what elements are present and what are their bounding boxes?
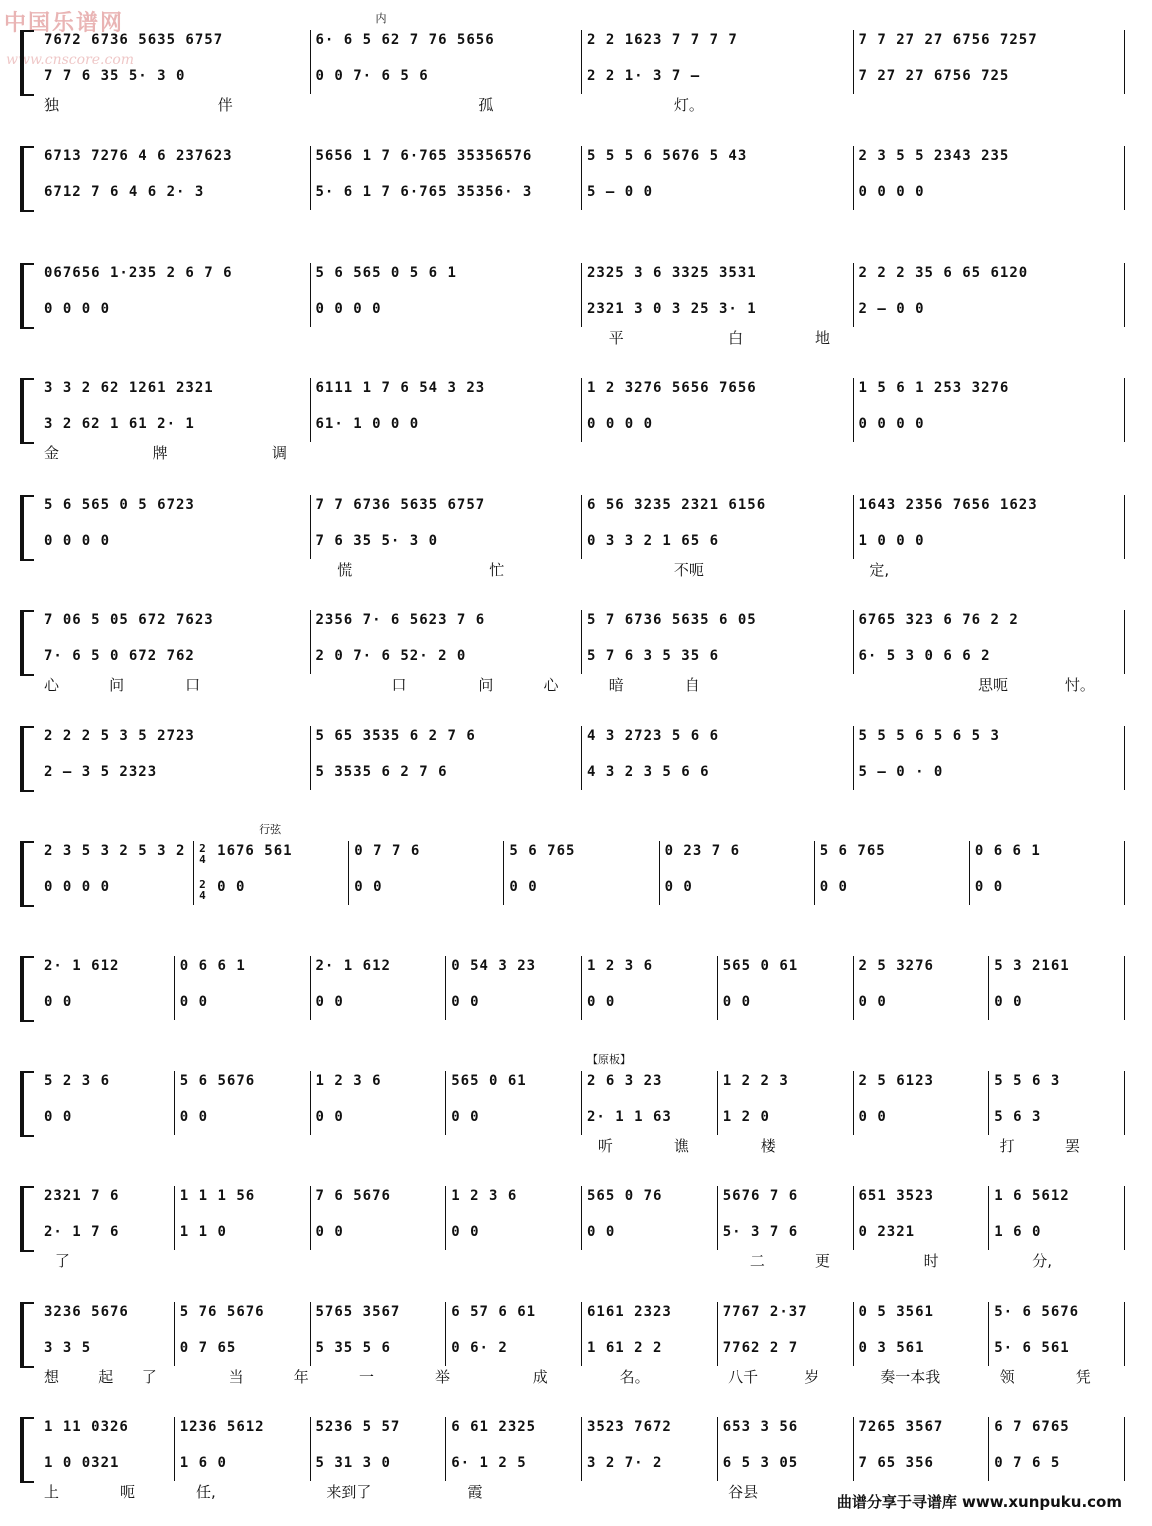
measure-notes: 5 35 5 6 — [315, 1340, 391, 1356]
measure-notes: 1 2 0 — [722, 1109, 770, 1125]
measure-notes: 4 3 2 3 5 6 6 — [587, 764, 710, 780]
measure-notes: 0 0 — [974, 879, 1004, 895]
measure-notes: 5236 5 57 — [315, 1419, 401, 1435]
measure-notes: 6 5 3 05 — [722, 1455, 799, 1471]
measure-notes: 7762 2 7 — [722, 1340, 799, 1356]
lyric-syllable: 成 — [532, 1368, 548, 1386]
measure-notes: 2321 7 6 — [44, 1188, 120, 1204]
score-system — [20, 255, 1130, 355]
lyric-syllable: 谷县 — [728, 1483, 759, 1501]
measure-notes: 653 3 56 — [722, 1419, 799, 1435]
lyric-syllable: 孤 — [478, 96, 494, 114]
measure-notes: 2· 1 612 — [44, 958, 120, 974]
measure-notes: 5 5 5 6 5 6 5 3 — [858, 728, 1000, 744]
measure-notes: 0 2321 — [858, 1224, 916, 1240]
measure-notes: 0 6 6 1 — [974, 843, 1041, 859]
measure-notes: 067656 1·235 2 6 7 6 — [44, 265, 233, 281]
score-system — [20, 718, 1130, 818]
lower-staff-row — [44, 533, 1130, 555]
measure-notes: 1643 2356 7656 1623 — [858, 497, 1038, 513]
measure-notes: 2 2 1· 3 7 — — [587, 68, 701, 84]
measure-notes: 0 0 — [179, 1109, 209, 1125]
measure-notes: 6765 323 6 76 2 2 — [858, 612, 1019, 628]
measure-notes: 6 61 2325 — [451, 1419, 537, 1435]
watermark-logo-text: 中国乐谱网 — [4, 10, 125, 36]
measure-notes: 4 3 2723 5 6 6 — [587, 728, 720, 744]
measure-notes: 2 2 1623 7 7 7 7 — [587, 32, 738, 48]
measure-notes: 0 0 — [179, 994, 209, 1010]
lower-staff-row — [44, 994, 1130, 1016]
measure-notes: 2 2 2 35 6 65 6120 — [858, 265, 1029, 281]
score-system — [20, 138, 1130, 238]
system-bracket — [20, 956, 34, 1022]
measure-notes: 6161 2323 — [587, 1304, 672, 1320]
system-bracket — [20, 610, 34, 676]
score-system — [20, 948, 1130, 1048]
lyric-syllable: 白 — [728, 329, 744, 347]
measure-notes: 3 3 5 — [44, 1340, 92, 1356]
lyric-syllable: 更 — [815, 1252, 831, 1270]
measure-notes: 2 — 3 5 2323 — [44, 764, 158, 780]
measure-notes: 0 0 — [858, 994, 887, 1010]
measure-notes: 0 0 — [354, 879, 383, 895]
measure-notes: 7 27 27 6756 725 — [858, 68, 1010, 84]
lower-staff-row — [44, 301, 1130, 323]
lyric-syllable: 问 — [109, 676, 125, 694]
measure-notes: 2 2 2 5 3 5 2723 — [44, 728, 195, 744]
lyric-syllable: 罢 — [1064, 1137, 1080, 1155]
measure-notes: 5 6 565 0 5 6723 — [44, 497, 195, 513]
upper-staff-row — [44, 843, 1130, 865]
measure-notes: 0 6 6 1 — [179, 958, 246, 974]
measure-notes: 7· 6 5 0 672 762 — [44, 648, 195, 664]
measure-notes: 2· 1 1 63 — [587, 1109, 672, 1125]
lower-staff-row — [44, 1224, 1130, 1246]
lyric-syllable: 当 — [228, 1368, 244, 1386]
lyric-syllable: 伴 — [217, 96, 233, 114]
footer-credit: 曲谱分享于寻谱库 www.xunpuku.com — [836, 1493, 1122, 1511]
measure-notes: 0 0 0 0 — [44, 533, 111, 549]
measure-notes: 7 6 5676 — [315, 1188, 391, 1204]
measure-notes: 651 3523 — [858, 1188, 934, 1204]
lyric-syllable: 了 — [54, 1252, 70, 1270]
measure-notes: 2356 7· 6 5623 7 6 — [315, 612, 486, 628]
lyric-syllable: 任, — [196, 1483, 216, 1501]
measure-notes: 5 7 6 3 5 35 6 — [587, 648, 720, 664]
measure-notes: 2 — 0 0 — [858, 301, 925, 317]
measure-notes: 3523 7672 — [587, 1419, 672, 1435]
measure-notes: 5· 3 7 6 — [722, 1224, 799, 1240]
measure-notes: 0 0 — [451, 994, 480, 1010]
measure-notes: 0 0 — [587, 1224, 616, 1240]
upper-staff-row — [44, 1419, 1130, 1441]
measure-notes: 6 7 6765 — [994, 1419, 1070, 1435]
lyric-syllable: 名。 — [619, 1368, 650, 1386]
performance-mark: 行弦 — [259, 823, 282, 836]
watermark-url: www.cnscore.com — [6, 52, 135, 68]
lyric-syllable: 定, — [869, 561, 890, 579]
lyric-syllable: 楼 — [760, 1137, 776, 1155]
measure-notes: 6111 1 7 6 54 3 23 — [315, 380, 486, 396]
lyric-syllable: 了 — [141, 1368, 157, 1386]
system-bracket — [20, 146, 34, 212]
lyric-syllable: 时 — [923, 1252, 939, 1270]
lyric-syllable: 年 — [293, 1368, 309, 1386]
measure-notes: 5656 1 7 6·765 35356576 — [315, 148, 533, 164]
lyric-syllable: 来到了 — [326, 1483, 372, 1501]
lyric-syllable: 心 — [543, 676, 559, 694]
measure-notes: 2· 1 7 6 — [44, 1224, 120, 1240]
score-system — [20, 823, 1130, 933]
measure-notes: 7 7 6 35 5· 3 0 — [44, 68, 186, 84]
lyric-syllable: 霞 — [467, 1483, 483, 1501]
measure-notes: 5 5 6 3 — [994, 1073, 1061, 1089]
lyric-syllable: 调 — [272, 444, 288, 462]
lyric-syllable: 二 — [749, 1252, 765, 1270]
system-bracket — [20, 1302, 34, 1368]
upper-staff-row — [44, 32, 1130, 54]
measure-notes: 5 6 765 — [509, 843, 576, 859]
score-system — [20, 1294, 1130, 1394]
lyric-syllable: 打 — [999, 1137, 1015, 1155]
measure-notes: 5 76 5676 — [179, 1304, 265, 1320]
system-bracket — [20, 263, 34, 329]
lyric-syllable: 自 — [684, 676, 700, 694]
measure-notes: 5 6 5676 — [179, 1073, 256, 1089]
lyric-syllable: 慌 — [337, 561, 353, 579]
measure-notes: 2321 3 0 3 25 3· 1 — [587, 301, 757, 317]
measure-notes: 0 0 0 0 — [44, 301, 111, 317]
measure-notes: 1676 561 — [217, 843, 293, 859]
measure-notes: 5 31 3 0 — [315, 1455, 391, 1471]
lyric-syllable: 举 — [434, 1368, 450, 1386]
measure-notes: 1 2 3 6 — [315, 1073, 382, 1089]
time-signature: 2 4 — [199, 878, 206, 902]
measure-notes: 0 7 65 — [179, 1340, 237, 1356]
lower-staff-row — [44, 1109, 1130, 1131]
lower-staff-row — [44, 1340, 1130, 1362]
measure-notes: 3 2 62 1 61 2· 1 — [44, 416, 195, 432]
measure-notes: 6712 7 6 4 6 2· 3 — [44, 184, 205, 200]
score-system — [20, 487, 1130, 587]
lyric-syllable: 地 — [815, 329, 831, 347]
measure-notes: 0 0 7· 6 5 6 — [315, 68, 429, 84]
measure-notes: 3 2 7· 2 — [587, 1455, 663, 1471]
measure-notes: 1 2 3 6 — [451, 1188, 518, 1204]
measure-notes: 0 23 7 6 — [664, 843, 740, 859]
lyric-syllable: 灯。 — [673, 96, 704, 114]
lyric-syllable: 牌 — [152, 444, 168, 462]
measure-notes: 0 7 6 5 — [994, 1455, 1061, 1471]
measure-notes: 2· 1 612 — [315, 958, 391, 974]
measure-notes: 5· 6 561 — [994, 1340, 1070, 1356]
measure-notes: 61· 1 0 0 0 — [315, 416, 420, 432]
measure-notes: 1 2 3276 5656 7656 — [587, 380, 757, 396]
score-system — [20, 1409, 1130, 1509]
measure-notes: 5· 6 1 7 6·765 35356· 3 — [315, 184, 533, 200]
measure-notes: 1 11 0326 — [44, 1419, 129, 1435]
measure-notes: 0 0 — [664, 879, 693, 895]
measure-notes: 2325 3 6 3325 3531 — [587, 265, 757, 281]
measure-notes: 0 0 0 0 — [315, 301, 382, 317]
lower-staff-row — [44, 879, 1130, 901]
measure-notes: 5 — 0 0 — [587, 184, 654, 200]
performance-mark: 内 — [375, 12, 387, 25]
measure-notes: 0 0 0 0 — [858, 184, 925, 200]
lyric-syllable: 呃 — [120, 1483, 136, 1501]
measure-notes: 5 3 2161 — [994, 958, 1070, 974]
measure-notes: 5· 6 5676 — [994, 1304, 1080, 1320]
measure-notes: 7265 3567 — [858, 1419, 944, 1435]
measure-notes: 0 0 — [819, 879, 848, 895]
measure-notes: 565 0 61 — [722, 958, 799, 974]
measure-notes: 0 0 0 0 — [44, 879, 111, 895]
measure-notes: 0 0 — [587, 994, 616, 1010]
measure-notes: 0 0 0 0 — [858, 416, 925, 432]
upper-staff-row — [44, 612, 1130, 634]
system-bracket — [20, 1417, 34, 1483]
lyric-syllable: 金 — [44, 444, 60, 462]
system-bracket — [20, 1071, 34, 1137]
score-system — [20, 1053, 1130, 1163]
lower-staff-row — [44, 648, 1130, 670]
measure-notes: 1236 5612 — [179, 1419, 265, 1435]
score-system — [20, 1178, 1130, 1278]
measure-notes: 1 6 0 — [179, 1455, 227, 1471]
system-bracket — [20, 378, 34, 444]
measure-notes: 0 3 3 2 1 65 6 — [587, 533, 720, 549]
lyric-syllable: 口 — [185, 676, 201, 694]
measure-notes: 0 0 — [315, 994, 344, 1010]
measure-notes: 2 0 7· 6 52· 2 0 — [315, 648, 467, 664]
lower-staff-row — [44, 68, 1130, 90]
measure-notes: 0 0 — [315, 1109, 344, 1125]
measure-notes: 1 1 0 — [179, 1224, 227, 1240]
upper-staff-row — [44, 148, 1130, 170]
system-bracket — [20, 30, 34, 96]
upper-staff-row — [44, 1073, 1130, 1095]
score-system — [20, 370, 1130, 470]
measure-notes: 7 7 6736 5635 6757 — [315, 497, 486, 513]
lyric-syllable: 分, — [1032, 1252, 1053, 1270]
upper-staff-row — [44, 380, 1130, 402]
lyric-syllable: 领 — [999, 1368, 1015, 1386]
lyric-syllable: 平 — [608, 329, 624, 347]
lyric-syllable: 奏一本我 — [880, 1368, 941, 1386]
measure-notes: 0 6· 2 — [451, 1340, 508, 1356]
lower-staff-row — [44, 764, 1130, 786]
measure-notes: 0 0 — [722, 994, 752, 1010]
measure-notes: 0 0 — [509, 879, 538, 895]
measure-notes: 5 6 3 — [994, 1109, 1042, 1125]
measure-notes: 0 0 0 0 — [587, 416, 654, 432]
measure-notes: 3236 5676 — [44, 1304, 129, 1320]
measure-notes: 0 54 3 23 — [451, 958, 537, 974]
lyric-syllable: 思呃 — [977, 676, 1008, 694]
lyric-syllable: 八千 — [728, 1368, 759, 1386]
measure-notes: 7 7 27 27 6756 7257 — [858, 32, 1038, 48]
measure-notes: 1 6 0 — [994, 1224, 1042, 1240]
lyric-syllable: 忙 — [489, 561, 505, 579]
measure-notes: 3 3 2 62 1261 2321 — [44, 380, 214, 396]
measure-notes: 1 0 0321 — [44, 1455, 120, 1471]
measure-notes: 2 5 3276 — [858, 958, 934, 974]
lyric-syllable: 听 — [597, 1137, 613, 1155]
measure-notes: 0 0 — [451, 1224, 480, 1240]
measure-notes: 1 2 3 6 — [587, 958, 654, 974]
measure-notes: 7672 6736 5635 6757 — [44, 32, 224, 48]
measure-notes: 1 0 0 0 — [858, 533, 925, 549]
lyric-syllable: 问 — [478, 676, 494, 694]
measure-notes: 565 0 61 — [451, 1073, 527, 1089]
lyric-syllable: 上 — [44, 1483, 60, 1501]
lyric-syllable: 起 — [98, 1368, 114, 1386]
lyric-syllable: 口 — [391, 676, 407, 694]
measure-notes: 6· 6 5 62 7 76 5656 — [315, 32, 495, 48]
measure-notes: 5676 7 6 — [722, 1188, 799, 1204]
system-bracket — [20, 495, 34, 561]
time-signature: 2 4 — [199, 842, 206, 866]
measure-notes: 565 0 76 — [587, 1188, 663, 1204]
measure-notes: 7767 2·37 — [722, 1304, 808, 1320]
measure-notes: 0 0 — [858, 1109, 887, 1125]
measure-notes: 2 3 5 3 2 5 3 2 — [44, 843, 186, 859]
performance-mark: 【原板】 — [587, 1053, 631, 1066]
measure-notes: 1 2 2 3 — [722, 1073, 789, 1089]
lower-staff-row — [44, 184, 1130, 206]
measure-notes: 5 6 765 — [819, 843, 886, 859]
measure-notes: 5765 3567 — [315, 1304, 401, 1320]
measure-notes: 0 0 — [44, 1109, 73, 1125]
measure-notes: 6 57 6 61 — [451, 1304, 537, 1320]
lyric-syllable: 想 — [44, 1368, 60, 1386]
upper-staff-row — [44, 1188, 1130, 1210]
upper-staff-row — [44, 728, 1130, 750]
measure-notes: 0 0 — [994, 994, 1023, 1010]
measure-notes: 6· 1 2 5 — [451, 1455, 527, 1471]
measure-notes: 0 0 — [44, 994, 73, 1010]
lyric-syllable: 凭 — [1075, 1368, 1091, 1386]
measure-notes: 5 5 5 6 5676 5 43 — [587, 148, 748, 164]
system-bracket — [20, 1186, 34, 1252]
measure-notes: 5 7 6736 5635 6 05 — [587, 612, 757, 628]
lyric-syllable: 一 — [358, 1368, 374, 1386]
measure-notes: 6713 7276 4 6 237623 — [44, 148, 233, 164]
measure-notes: 0 5 3561 — [858, 1304, 934, 1320]
measure-notes: 5 — 0 · 0 — [858, 764, 944, 780]
lyric-syllable: 忖。 — [1064, 676, 1095, 694]
lower-staff-row — [44, 416, 1130, 438]
measure-notes: 2 5 6123 — [858, 1073, 934, 1089]
measure-notes: 0 0 — [217, 879, 246, 895]
measure-notes: 6 56 3235 2321 6156 — [587, 497, 767, 513]
system-bracket — [20, 726, 34, 792]
measure-notes: 0 3 561 — [858, 1340, 925, 1356]
measure-notes: 5 3535 6 2 7 6 — [315, 764, 448, 780]
lyric-syllable: 不呃 — [673, 561, 704, 579]
measure-notes: 1 61 2 2 — [587, 1340, 663, 1356]
lyric-syllable: 独 — [44, 96, 60, 114]
measure-notes: 0 7 7 6 — [354, 843, 421, 859]
measure-notes: 7 6 35 5· 3 0 — [315, 533, 439, 549]
measure-notes: 7 65 356 — [858, 1455, 934, 1471]
measure-notes: 1 1 1 56 — [179, 1188, 256, 1204]
upper-staff-row — [44, 958, 1130, 980]
measure-notes: 2 6 3 23 — [587, 1073, 663, 1089]
measure-notes: 5 2 3 6 — [44, 1073, 111, 1089]
lower-staff-row — [44, 1455, 1130, 1477]
measure-notes: 1 5 6 1 253 3276 — [858, 380, 1010, 396]
lyric-syllable: 暗 — [608, 676, 624, 694]
measure-notes: 0 0 — [315, 1224, 344, 1240]
upper-staff-row — [44, 1304, 1130, 1326]
measure-notes: 1 6 5612 — [994, 1188, 1070, 1204]
measure-notes: 5 6 565 0 5 6 1 — [315, 265, 457, 281]
lyric-syllable: 岁 — [804, 1368, 820, 1386]
measure-notes: 6· 5 3 0 6 6 2 — [858, 648, 991, 664]
measure-notes: 2 3 5 5 2343 235 — [858, 148, 1010, 164]
lyric-syllable: 心 — [44, 676, 60, 694]
measure-notes: 7 06 5 05 672 7623 — [44, 612, 214, 628]
upper-staff-row — [44, 497, 1130, 519]
measure-notes: 0 0 — [451, 1109, 480, 1125]
measure-notes: 5 65 3535 6 2 7 6 — [315, 728, 476, 744]
system-bracket — [20, 841, 34, 907]
score-system — [20, 602, 1130, 702]
lyric-syllable: 谯 — [673, 1137, 689, 1155]
upper-staff-row — [44, 265, 1130, 287]
